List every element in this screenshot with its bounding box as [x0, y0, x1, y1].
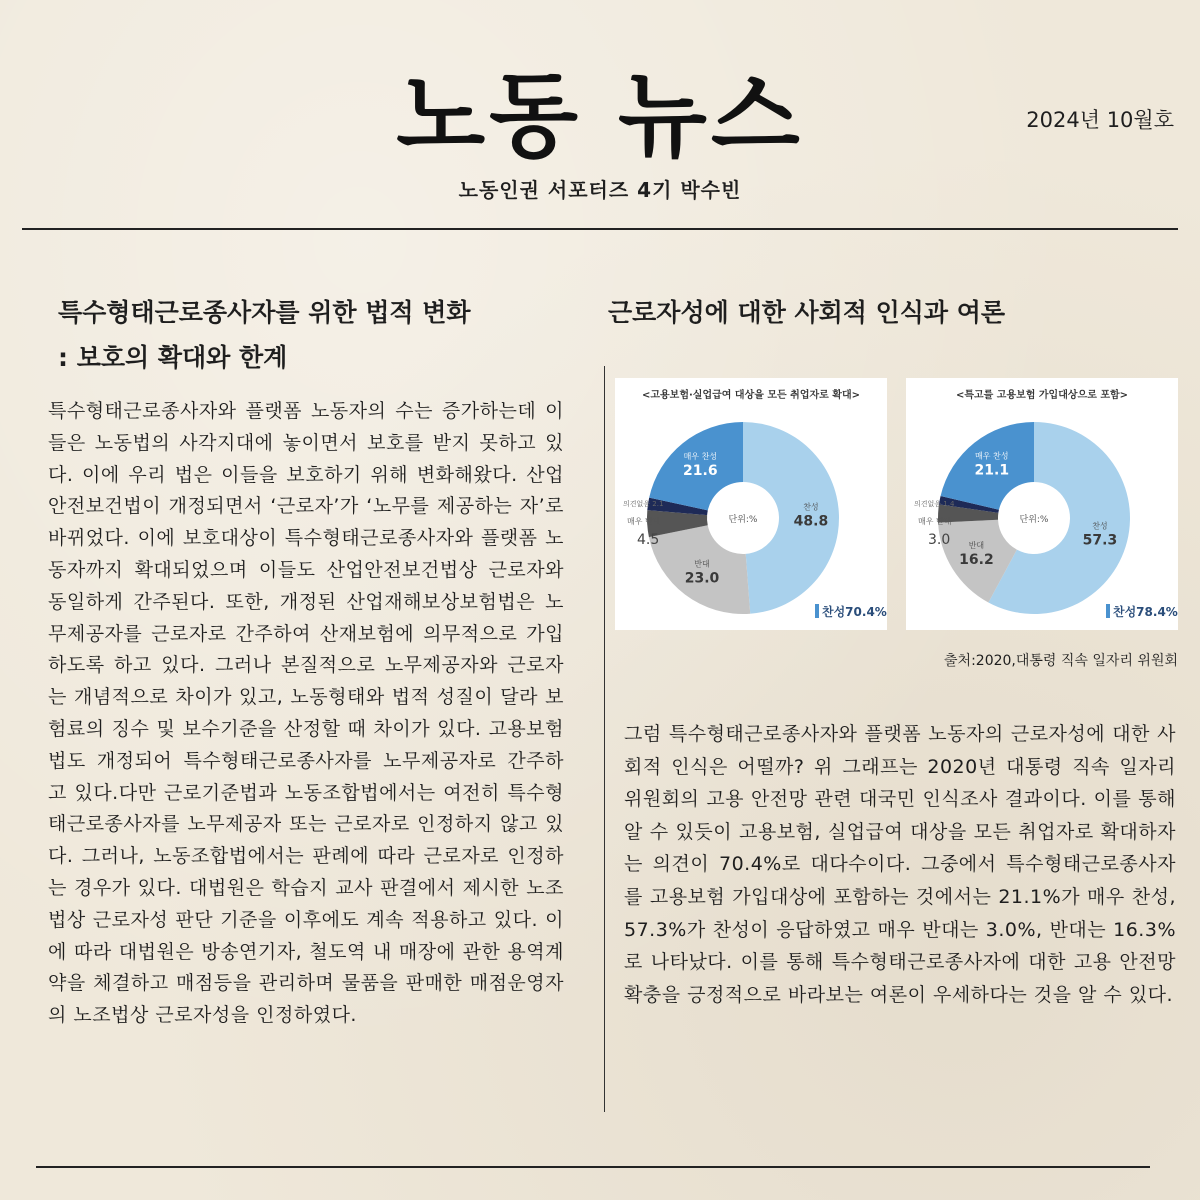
- slice-value: 23.0: [684, 570, 720, 587]
- legend-label: 찬성78.4%: [1113, 605, 1178, 619]
- slice-value: 21.6: [683, 463, 718, 480]
- left-article-heading: [58, 290, 578, 380]
- center-unit-label: 단위:%: [728, 515, 758, 525]
- right-article-heading: 근로자성에 대한 사회적 인식과 여론: [608, 298, 1006, 327]
- left-heading-line2: : 보호의 확대와 한계: [58, 343, 288, 372]
- outer-label: 의견없음 1.4: [914, 500, 955, 508]
- bottom-divider: [36, 1166, 1150, 1168]
- slice-label: 찬성: [1092, 521, 1108, 531]
- donut-svg: [615, 378, 887, 630]
- donut-chart-expand-insurance: [615, 378, 887, 630]
- column-divider: [604, 366, 605, 1112]
- issue-date: 2024년 10월호: [1026, 108, 1174, 132]
- slice-label: 찬성: [803, 502, 819, 512]
- legend-swatch: [1106, 604, 1110, 618]
- slice-value: 21.1: [974, 462, 1010, 479]
- byline: 노동인권 서포터즈 4기 박수빈: [458, 178, 742, 202]
- slice-label: 반대: [968, 541, 985, 551]
- outer-label: 매우 반대: [627, 517, 661, 526]
- chart-source: 출처:2020,대통령 직속 일자리 위원회: [944, 653, 1178, 669]
- slice-value: 16.2: [959, 552, 994, 569]
- slice-label: 반대: [694, 559, 710, 569]
- left-heading-line1: 특수형태근로종사자를 위한 법적 변화: [58, 298, 471, 327]
- legend-label: 찬성70.4%: [822, 605, 887, 619]
- slice-value: 48.8: [793, 513, 829, 530]
- outer-value: 4.5: [637, 532, 660, 548]
- masthead-title: 노동 뉴스: [396, 63, 804, 170]
- outer-label: 의견없음 2.1: [623, 500, 664, 508]
- outer-value: 3.0: [928, 532, 951, 548]
- slice-label: 매우 찬성: [975, 451, 1009, 461]
- chart-title: <특고를 고용보험 가입대상으로 포함>: [955, 390, 1129, 401]
- outer-label: 매우 반대: [918, 517, 952, 526]
- slice-label: 매우 찬성: [683, 452, 718, 462]
- center-unit-label: 단위:%: [1019, 515, 1049, 525]
- chart-title: <고용보험·실업급여 대상을 모든 취업자로 확대>: [641, 390, 861, 401]
- donut-chart-special-workers: [906, 378, 1178, 630]
- donut-svg: [906, 378, 1178, 630]
- legend-swatch: [815, 604, 819, 618]
- slice-value: 57.3: [1082, 532, 1118, 549]
- left-article-body: 특수형태근로종사자와 플랫폼 노동자의 수는 증가하는데 이들은 노동법의 사각지대에 놓이면서 보호를 받지 못하고 있다. 이에 우리 법은 이들을 보호하기 위해 변화해왔다. 산업안전보건법이 개정되면서 ‘근로자’가 ‘노무를 제공하는 자’로 바뀌었다. 이에 보호대상이 특수형태근로종사자와 플랫폼 노동자까지 확대되었으며 이들도 산업안전보건법상 근로자와 동일하게 간주된다. 또한, 개정된 산업재해보상보험법은 노무제공자를 근로자로 간주하여 산재보험에 의무적으로 가입하도록 하고 있다. 그러나 본질적으로 노무제공자와 근로자는 개념적으로 차이가 있고, 노동형태와 법적 성질이 달라 보험료의 징수 및 보수기준을 산정할 때 차이가 있다. 고용보험법도 개정되어 특수형태근로종사자를 노무제공자로 간주하고 있다.다만 근로기준법과 노동조합법에서는 여전히 특수형태근로종사자를 노무제공자 또는 근로자로 인정하지 않고 있다. 그러나, 노동조합법에서는 판례에 따라 근로자로 인정하는 경우가 있다. 대법원은 학습지 교사 판결에서 제시한 노조법상 근로자성 판단 기준을 이후에도 계속 적용하고 있다. 이에 따라 대법원은 방송연기자, 철도역 내 매장에 관한 용역계약을 체결하고 매점등을 관리하며 물품을 판매한 매점운영자의 노조법상 근로자성을 인정하였다.: [48, 400, 564, 1027]
- right-article-body: 그럼 특수형태근로종사자와 플랫폼 노동자의 근로자성에 대한 사회적 인식은 어떨까? 위 그래프는 2020년 대통령 직속 일자리 위원회의 고용 안전망 관련 대국민 인식조사 결과이다. 이를 통해 알 수 있듯이 고용보험, 실업급여 대상을 모든 취업자로 확대하자는 의견이 70.4%로 대다수이다. 그중에서 특수형태근로종사자를 고용보험 가입대상에 포함하는 것에서는 21.1%가 매우 찬성, 57.3%가 찬성이 응답하였고 매우 반대는 3.0%, 반대는 16.3%로 나타났다. 이를 통해 특수형태근로종사자에 대한 고용 안전망 확충을 긍정적으로 바라보는 여론이 우세하다는 것을 알 수 있다.: [624, 723, 1176, 1006]
- top-divider: [22, 228, 1178, 230]
